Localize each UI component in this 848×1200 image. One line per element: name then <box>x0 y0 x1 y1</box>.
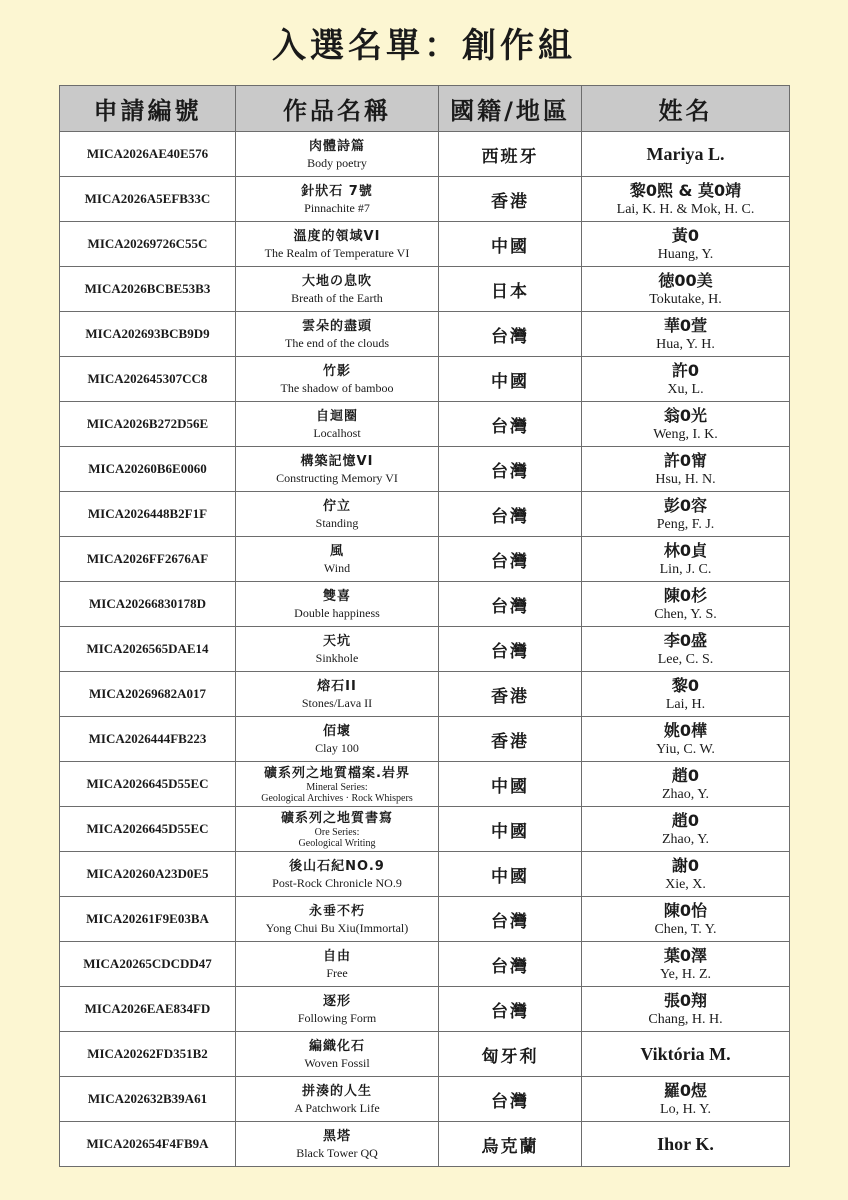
name-cell <box>582 222 790 267</box>
work-title-cell <box>236 492 439 537</box>
work-title-cell <box>236 942 439 987</box>
application-id-cell: MICA20260B6E0060 <box>60 447 236 492</box>
application-id-cell: MICA2026444FB223 <box>60 717 236 762</box>
application-id-cell: MICA2026AE40E576 <box>60 132 236 177</box>
name-zh: 彭0容 <box>663 495 708 515</box>
name-zh: 羅0煜 <box>663 1080 708 1100</box>
name-en: Lai, H. <box>665 696 706 712</box>
table-row <box>60 987 790 1032</box>
name-en: Weng, I. K. <box>653 426 718 442</box>
page-title: 入選名單：創作組 <box>272 26 576 66</box>
name-zh: 趙0 <box>671 765 700 785</box>
work-title-cell <box>236 132 439 177</box>
work-title-zh: 溫度的領域VI <box>293 228 381 244</box>
name-en: Hua, Y. H. <box>656 336 715 352</box>
nationality-cell: 台灣 <box>439 627 582 672</box>
name-zh: 許0 <box>671 360 700 380</box>
nationality-cell: 台灣 <box>439 537 582 582</box>
nationality-cell: 台灣 <box>439 987 582 1032</box>
name-cell <box>582 492 790 537</box>
work-title-cell <box>236 987 439 1032</box>
work-title-en: Yong Chui Bu Xiu(Immortal) <box>265 920 409 935</box>
work-title-cell <box>236 1032 439 1077</box>
header-name: 姓名 <box>582 86 790 132</box>
application-id-cell: MICA20269682A017 <box>60 672 236 717</box>
table-row <box>60 942 790 987</box>
name-en: Lai, K. H. & Mok, H. C. <box>616 201 755 217</box>
application-id-cell: MICA202645307CC8 <box>60 357 236 402</box>
application-id-cell: MICA2026FF2676AF <box>60 537 236 582</box>
application-id-cell: MICA2026BCBE53B3 <box>60 267 236 312</box>
work-title-cell <box>236 537 439 582</box>
name-en: Zhao, Y. <box>661 831 710 847</box>
table-header-row <box>60 86 790 132</box>
name-en: Lee, C. S. <box>657 651 714 667</box>
work-title-en: Double happiness <box>294 605 380 620</box>
work-title-zh: 佇立 <box>322 498 351 514</box>
nationality-cell: 香港 <box>439 717 582 762</box>
work-title-en: Breath of the Earth <box>291 290 383 305</box>
table-row <box>60 1077 790 1122</box>
name-cell <box>582 987 790 1032</box>
name-cell <box>582 852 790 897</box>
table-row <box>60 852 790 897</box>
work-title-zh: 風 <box>329 543 344 559</box>
application-id-cell: MICA20265CDCDD47 <box>60 942 236 987</box>
name-zh: 張0翔 <box>663 990 708 1010</box>
name-cell <box>582 807 790 852</box>
nationality-cell: 中國 <box>439 762 582 807</box>
work-title-zh: 後山石紀NO.9 <box>289 858 385 874</box>
work-title-en: Black Tower QQ <box>296 1145 378 1160</box>
name-en: Tokutake, H. <box>649 291 722 307</box>
name-cell <box>582 447 790 492</box>
work-title-en: A Patchwork Life <box>294 1100 380 1115</box>
table-row <box>60 447 790 492</box>
application-id-cell: MICA20262FD351B2 <box>60 1032 236 1077</box>
table-row <box>60 897 790 942</box>
work-title-zh: 雙喜 <box>322 588 351 604</box>
nationality-cell: 台灣 <box>439 312 582 357</box>
name-cell <box>582 267 790 312</box>
name-zh: 黎0 <box>671 675 700 695</box>
table-row <box>60 222 790 267</box>
nationality-cell: 台灣 <box>439 492 582 537</box>
work-title-en: Wind <box>323 560 351 575</box>
table-row <box>60 357 790 402</box>
application-id-cell: MICA202693BCB9D9 <box>60 312 236 357</box>
application-id-cell: MICA2026B272D56E <box>60 402 236 447</box>
name-en: Xie, X. <box>665 876 706 892</box>
work-title-cell <box>236 762 439 807</box>
name-cell <box>582 762 790 807</box>
name-zh: 黃0 <box>671 225 700 245</box>
work-title-cell <box>236 897 439 942</box>
work-title-zh: 佰壞 <box>322 723 351 739</box>
application-id-cell: MICA20261F9E03BA <box>60 897 236 942</box>
application-id-cell: MICA2026565DAE14 <box>60 627 236 672</box>
name-cell <box>582 1077 790 1122</box>
name-zh: 陳0杉 <box>663 585 708 605</box>
name-en: Ye, H. Z. <box>659 966 712 982</box>
work-title-cell <box>236 222 439 267</box>
application-id-cell: MICA2026645D55EC <box>60 762 236 807</box>
work-title-cell <box>236 312 439 357</box>
name-cell <box>582 357 790 402</box>
name-zh: 李0盛 <box>663 630 708 650</box>
name-cell <box>582 132 790 177</box>
table-row <box>60 132 790 177</box>
work-title-cell <box>236 267 439 312</box>
nationality-cell: 西班牙 <box>439 132 582 177</box>
table-row <box>60 627 790 672</box>
work-title-cell <box>236 177 439 222</box>
name-en: Lo, H. Y. <box>660 1101 711 1117</box>
selection-table <box>59 85 790 1167</box>
work-title-en: Sinkhole <box>315 650 359 665</box>
name-cell <box>582 177 790 222</box>
table-row <box>60 312 790 357</box>
name-cell <box>582 627 790 672</box>
work-title-en: The Realm of Temperature VI <box>264 245 410 260</box>
work-title-cell <box>236 807 439 852</box>
name-zh: 姚0樺 <box>663 720 708 740</box>
table-row <box>60 1032 790 1077</box>
name-en: Hsu, H. N. <box>655 471 716 487</box>
work-title-en: The shadow of bamboo <box>280 380 394 395</box>
name-cell <box>582 942 790 987</box>
work-title-en: Pinnachite #7 <box>304 200 370 215</box>
application-id-cell: MICA20269726C55C <box>60 222 236 267</box>
work-title-zh: 永垂不朽 <box>308 903 365 919</box>
work-title-cell <box>236 852 439 897</box>
application-id-cell: MICA202632B39A61 <box>60 1077 236 1122</box>
work-title-cell <box>236 627 439 672</box>
table-row <box>60 762 790 807</box>
work-title-en: Standing <box>315 515 359 530</box>
table-row <box>60 267 790 312</box>
name-zh: 黎0熙 & 莫0靖 <box>629 180 742 200</box>
work-title-zh: 礦系列之地質檔案.岩界 <box>264 765 410 781</box>
work-title-en: Mineral Series: <box>306 781 368 793</box>
name-cell <box>582 312 790 357</box>
work-title-en: Stones/Lava II <box>301 695 373 710</box>
application-id-cell: MICA2026EAE834FD <box>60 987 236 1032</box>
header-work-title: 作品名稱 <box>236 86 439 132</box>
nationality-cell: 台灣 <box>439 402 582 447</box>
name-cell <box>582 582 790 627</box>
table-row <box>60 537 790 582</box>
work-title-en: Geological Writing <box>298 837 376 849</box>
name-en: Zhao, Y. <box>661 786 710 802</box>
nationality-cell: 中國 <box>439 222 582 267</box>
work-title-en: The end of the clouds <box>285 335 389 350</box>
work-title-en: Ore Series: <box>314 826 360 838</box>
nationality-cell: 香港 <box>439 177 582 222</box>
application-id-cell: MICA2026645D55EC <box>60 807 236 852</box>
name-cell <box>582 402 790 447</box>
nationality-cell: 台灣 <box>439 447 582 492</box>
nationality-cell: 台灣 <box>439 1077 582 1122</box>
work-title-en: Free <box>326 965 348 980</box>
nationality-cell: 台灣 <box>439 582 582 627</box>
work-title-cell <box>236 1122 439 1167</box>
work-title-zh: 黑塔 <box>322 1128 351 1144</box>
nationality-cell: 台灣 <box>439 942 582 987</box>
work-title-cell <box>236 672 439 717</box>
table-row <box>60 177 790 222</box>
nationality-cell: 中國 <box>439 357 582 402</box>
work-title-en: Clay 100 <box>315 740 359 755</box>
name-zh: 陳0怡 <box>663 900 708 920</box>
name-en: Xu, L. <box>667 381 704 397</box>
table-row <box>60 1122 790 1167</box>
work-title-en: Geological Archives · Rock Whispers <box>261 792 413 804</box>
name-en: Viktória M. <box>640 1043 731 1064</box>
header-nationality: 國籍/地區 <box>439 86 582 132</box>
application-id-cell: MICA202654F4FB9A <box>60 1122 236 1167</box>
table-row <box>60 492 790 537</box>
work-title-zh: 自由 <box>322 948 351 964</box>
work-title-cell <box>236 402 439 447</box>
work-title-cell <box>236 357 439 402</box>
header-application-id: 申請編號 <box>60 86 236 132</box>
work-title-cell <box>236 717 439 762</box>
name-en: Huang, Y. <box>657 246 714 262</box>
name-en: Chen, Y. S. <box>654 606 717 622</box>
work-title-zh: 雲朵的盡頭 <box>301 318 372 334</box>
nationality-cell: 中國 <box>439 807 582 852</box>
work-title-cell <box>236 1077 439 1122</box>
work-title-cell <box>236 447 439 492</box>
name-zh: 許0甯 <box>663 450 708 470</box>
table-row <box>60 402 790 447</box>
name-cell <box>582 537 790 582</box>
work-title-zh: 逐形 <box>322 993 351 1009</box>
work-title-en: Woven Fossil <box>304 1055 370 1070</box>
name-en: Chen, T. Y. <box>654 921 717 937</box>
work-title-zh: 天坑 <box>322 633 351 649</box>
nationality-cell: 日本 <box>439 267 582 312</box>
work-title-zh: 構築記憶VI <box>300 453 374 469</box>
application-id-cell: MICA2026448B2F1F <box>60 492 236 537</box>
work-title-zh: 礦系列之地質書寫 <box>280 810 393 826</box>
work-title-zh: 熔石II <box>317 678 357 694</box>
work-title-en: Post-Rock Chronicle NO.9 <box>272 875 402 890</box>
name-zh: 趙0 <box>671 810 700 830</box>
work-title-zh: 大地の息吹 <box>301 273 372 289</box>
work-title-en: Body poetry <box>307 155 367 170</box>
nationality-cell: 烏克蘭 <box>439 1122 582 1167</box>
name-zh: 翁0光 <box>663 405 708 425</box>
application-id-cell: MICA2026A5EFB33C <box>60 177 236 222</box>
work-title-cell <box>236 582 439 627</box>
name-zh: 林0貞 <box>663 540 708 560</box>
nationality-cell: 匈牙利 <box>439 1032 582 1077</box>
name-cell <box>582 717 790 762</box>
work-title-zh: 自迴圈 <box>315 408 358 424</box>
table-row <box>60 807 790 852</box>
work-title-zh: 竹影 <box>322 363 351 379</box>
work-title-zh: 拼湊的人生 <box>301 1083 372 1099</box>
work-title-zh: 肉體詩篇 <box>308 138 365 154</box>
name-en: Peng, F. J. <box>656 516 715 532</box>
work-title-en: Constructing Memory VI <box>276 470 398 485</box>
name-cell <box>582 1032 790 1077</box>
nationality-cell: 台灣 <box>439 897 582 942</box>
name-cell <box>582 1122 790 1167</box>
work-title-zh: 編織化石 <box>308 1038 365 1054</box>
nationality-cell: 中國 <box>439 852 582 897</box>
name-zh: 華0萱 <box>663 315 708 335</box>
table-row <box>60 582 790 627</box>
application-id-cell: MICA20266830178D <box>60 582 236 627</box>
name-zh: 葉0澤 <box>663 945 708 965</box>
name-en: Ihor K. <box>657 1133 714 1154</box>
table-row <box>60 672 790 717</box>
name-cell <box>582 897 790 942</box>
work-title-zh: 針狀石 7號 <box>301 183 373 199</box>
table-body <box>60 132 790 1167</box>
work-title-en: Localhost <box>313 425 361 440</box>
table-row <box>60 717 790 762</box>
name-en: Mariya L. <box>646 143 725 164</box>
nationality-cell: 香港 <box>439 672 582 717</box>
name-en: Yiu, C. W. <box>656 741 715 757</box>
application-id-cell: MICA20260A23D0E5 <box>60 852 236 897</box>
name-zh: 謝0 <box>671 855 700 875</box>
name-en: Chang, H. H. <box>648 1011 723 1027</box>
name-zh: 徳00美 <box>658 270 713 290</box>
name-cell <box>582 672 790 717</box>
work-title-en: Following Form <box>297 1010 377 1025</box>
name-en: Lin, J. C. <box>659 561 712 577</box>
